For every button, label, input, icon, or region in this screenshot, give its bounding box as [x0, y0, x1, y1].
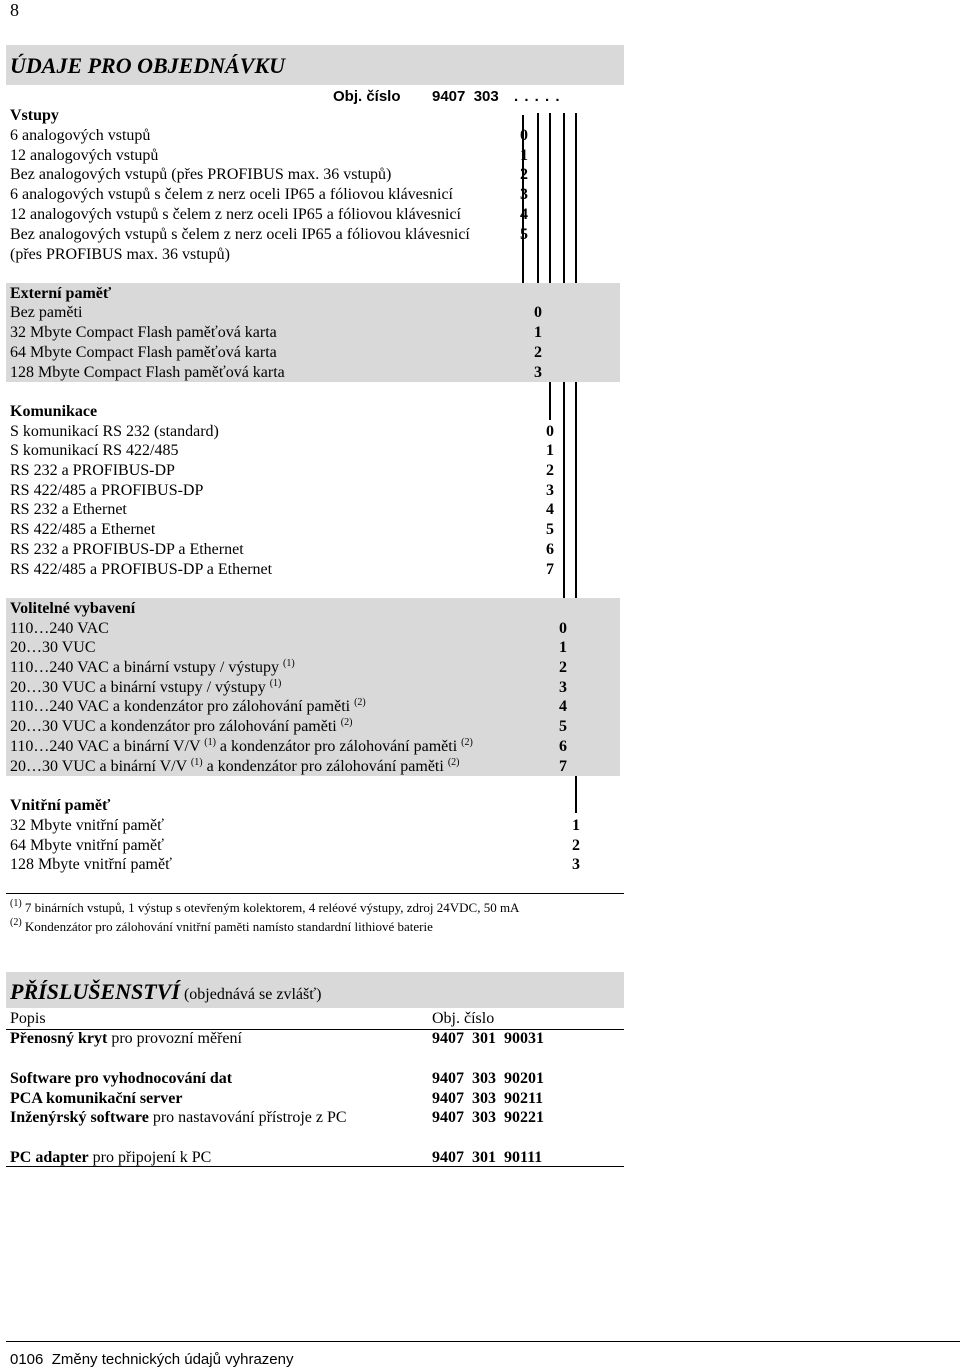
vstupy-row-code: 4: [520, 206, 528, 223]
komunikace-row-label: RS 232 a PROFIBUS-DP a Ethernet: [10, 541, 244, 558]
footer-rule: [6, 1341, 960, 1342]
volitelne-row-code: 1: [559, 639, 567, 656]
vstupy-row-code: 0: [520, 127, 528, 144]
vnitrni-row-code: 3: [572, 856, 580, 873]
vstupy-row-label: Bez analogových vstupů s čelem z nerz oceli IP65 a fóliovou klávesnicí: [10, 226, 470, 243]
komunikace-row-label: S komunikací RS 232 (standard): [10, 423, 219, 440]
footnote-ref: (2): [447, 757, 460, 768]
volitelne-row-label: 20…30 VUC: [10, 639, 96, 656]
accessory-number: 9407 301 90111: [432, 1149, 543, 1166]
komunikace-row-label: RS 422/485 a PROFIBUS-DP a Ethernet: [10, 561, 273, 578]
komunikace-row-code: 1: [546, 442, 554, 459]
accessory-row: Inženýrský software pro nastavování přístroje z PC: [10, 1109, 347, 1126]
komunikace-row-code: 4: [546, 501, 554, 518]
vstupy-row-label: 12 analogových vstupů: [10, 147, 159, 164]
vstupy-row-code: 1: [520, 147, 528, 164]
footnote-1: $^{(1)}$ 7 binárních vstupů, 1 výstup s otevřeným kolektorem, 4 reléové výstupy, zdroj 24VDC, 50 mA: [10, 898, 520, 915]
accessory-number: 9407 303 90201: [432, 1070, 544, 1087]
volitelne-row-code: 0: [559, 620, 567, 637]
komunikace-row-code: 7: [546, 561, 554, 578]
footnote-divider: [6, 893, 624, 894]
col-popis-header: Popis: [10, 1010, 46, 1027]
komunikace-row-code: 6: [546, 541, 554, 558]
externi-row-code: 2: [534, 344, 542, 361]
order-title: ÚDAJE PRO OBJEDNÁVKU: [10, 53, 286, 78]
vnitrni-row-code: 2: [572, 837, 580, 854]
volitelne-row-code: 6: [559, 738, 567, 755]
externi-row-label: 128 Mbyte Compact Flash paměťová karta: [10, 364, 285, 381]
komunikace-row-label: RS 422/485 a Ethernet: [10, 521, 156, 538]
komunikace-row-code: 3: [546, 482, 554, 499]
volitelne-row-code: 3: [559, 679, 567, 696]
volitelne-row-code: 2: [559, 659, 567, 676]
volitelne-row-label: 110…240 VAC a binární V/V $^{(1)}$ a kondenzátor pro zálohování paměti $^{(2)}$: [10, 737, 473, 755]
page-number: 8: [10, 0, 19, 20]
vnitrni-row-code: 1: [572, 817, 580, 834]
vstupy-row-code: 5: [520, 226, 528, 243]
komunikace-row-code: 0: [546, 423, 554, 440]
page-footer: 0106 Změny technických údajů vyhrazeny: [10, 1351, 294, 1368]
accessories-bottom-rule: [6, 1166, 624, 1167]
footnote-ref: (2): [340, 717, 353, 728]
volitelne-row-code: 7: [559, 758, 567, 775]
accessory-row: PCA komunikační server: [10, 1090, 183, 1107]
volitelne-heading: Volitelné vybavení: [10, 600, 136, 617]
externi-row-label: Bez paměti: [10, 304, 83, 321]
externi-row-label: 32 Mbyte Compact Flash paměťová karta: [10, 324, 277, 341]
footnote-ref: (1): [190, 757, 203, 768]
komunikace-heading: Komunikace: [10, 403, 98, 420]
komunikace-row-label: RS 422/485 a PROFIBUS-DP: [10, 482, 204, 499]
col-obj-header: Obj. číslo: [432, 1010, 495, 1027]
komunikace-row-label: S komunikací RS 422/485: [10, 442, 179, 459]
vstupy-heading: Vstupy: [10, 107, 59, 124]
footnote-ref: (2): [461, 737, 473, 748]
footnote-ref: (1): [269, 678, 282, 689]
komunikace-row-label: RS 232 a Ethernet: [10, 501, 127, 518]
vstupy-continuation: (přes PROFIBUS max. 36 vstupů): [10, 246, 231, 263]
vstupy-row-label: 6 analogových vstupů s čelem z nerz oceli IP65 a fóliovou klávesnicí: [10, 186, 453, 203]
externi-row-label: 64 Mbyte Compact Flash paměťová karta: [10, 344, 277, 361]
accessory-number: 9407 303 90211: [432, 1090, 544, 1107]
accessory-row: PC adapter pro připojení k PC: [10, 1149, 212, 1166]
vnitrni-row-label: 64 Mbyte vnitřní paměť: [10, 837, 164, 854]
vstupy-row-code: 2: [520, 166, 528, 183]
volitelne-row-code: 4: [559, 698, 567, 715]
volitelne-row-code: 5: [559, 718, 567, 735]
externi-row-code: 0: [534, 304, 542, 321]
externi-heading: Externí paměť: [10, 285, 112, 302]
footnote-ref: (2): [354, 697, 366, 708]
footnote-2: $^{(2)}$ Kondenzátor pro zálohování vnitřní paměti namísto standardní lithiové baterie: [10, 917, 433, 934]
vnitrni-row-label: 32 Mbyte vnitřní paměť: [10, 817, 164, 834]
volitelne-row-label: 110…240 VAC a binární vstupy / výstupy $^{(1)}$: [10, 658, 295, 676]
vstupy-row-code: 3: [520, 186, 528, 203]
volitelne-row-label: 20…30 VUC a kondenzátor pro zálohování paměti $^{(2)}$: [10, 717, 353, 735]
volitelne-row-label: 20…30 VUC a binární V/V $^{(1)}$ a kondenzátor pro zálohování paměti $^{(2)}$: [10, 757, 460, 775]
accessory-number: 9407 301 90031: [432, 1030, 544, 1047]
komunikace-row-code: 5: [546, 521, 554, 538]
obj-number: 9407 303: [432, 88, 499, 105]
accessory-number: 9407 303 90221: [432, 1109, 544, 1126]
vnitrni-heading: Vnitřní paměť: [10, 797, 111, 814]
obj-dots: . . . . .: [514, 88, 561, 105]
footnote-ref: (1): [283, 658, 295, 669]
volitelne-row-label: 110…240 VAC a kondenzátor pro zálohování paměti $^{(2)}$: [10, 697, 366, 715]
vnitrni-row-label: 128 Mbyte vnitřní paměť: [10, 856, 172, 873]
volitelne-row-label: 20…30 VUC a binární vstupy / výstupy $^{(1)}$: [10, 678, 282, 696]
vstupy-row-label: Bez analogových vstupů (přes PROFIBUS max. 36 vstupů): [10, 166, 392, 183]
komunikace-row-code: 2: [546, 462, 554, 479]
komunikace-row-label: RS 232 a PROFIBUS-DP: [10, 462, 175, 479]
footnote-ref: (1): [204, 737, 216, 748]
accessory-row: Software pro vyhodnocování dat: [10, 1070, 233, 1087]
obj-label: Obj. číslo: [333, 88, 401, 105]
externi-row-code: 3: [534, 364, 542, 381]
code-line-2: [537, 113, 539, 303]
accessories-title: PŘÍSLUŠENSTVÍ (objednává se zvlášť): [10, 979, 322, 1004]
accessory-row: Přenosný kryt pro provozní měření: [10, 1030, 242, 1047]
externi-row-code: 1: [534, 324, 542, 341]
volitelne-row-label: 110…240 VAC: [10, 620, 109, 637]
vstupy-row-label: 12 analogových vstupů s čelem z nerz oceli IP65 a fóliovou klávesnicí: [10, 206, 461, 223]
vstupy-row-label: 6 analogových vstupů: [10, 127, 151, 144]
